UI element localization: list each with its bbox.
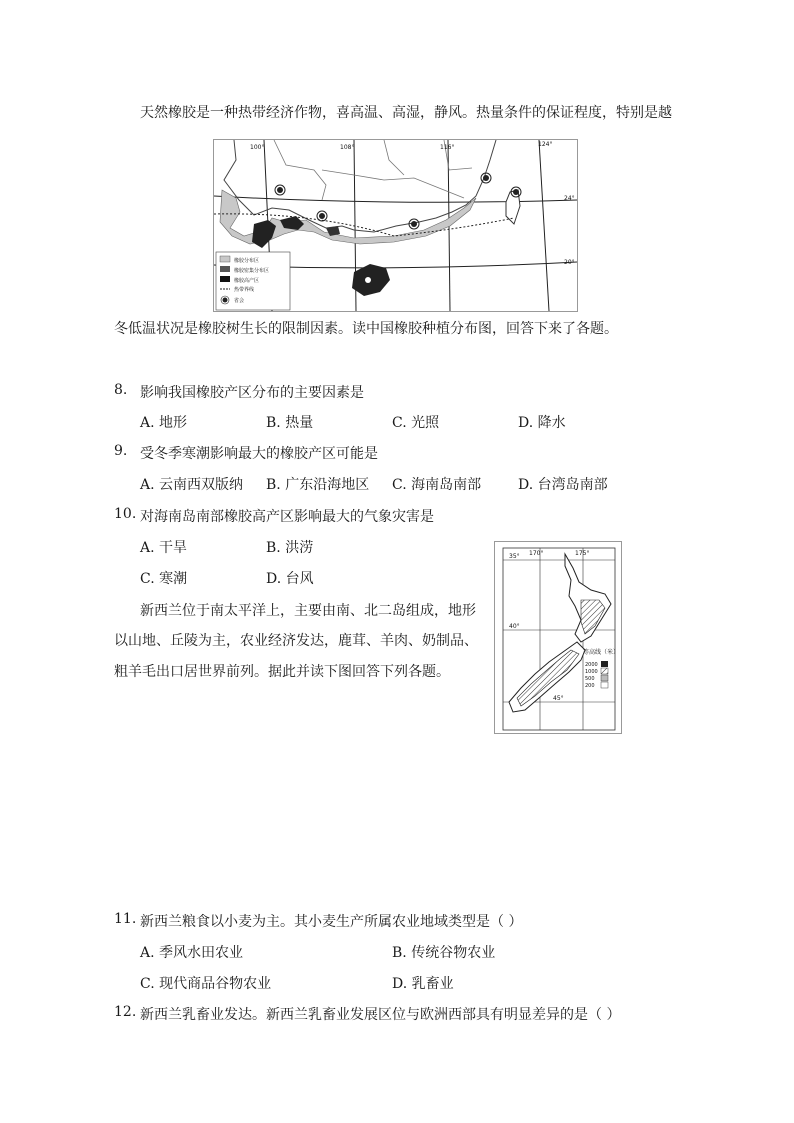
q9-option-c[interactable]: C. 海南岛南部 [392,477,482,493]
q10-stem: 对海南岛南部橡胶高产区影响最大的气象灾害是 [140,509,434,525]
intro-line-2: 冬低温状况是橡胶树生长的限制因素。读中国橡胶种植分布图，回答下来了各题。 [114,321,618,337]
lat-label-20: 20° [564,259,575,266]
q8-option-d[interactable]: D. 降水 [518,415,566,431]
legend-high-yield: 橡胶高产区 [234,278,260,284]
nz-map-legend [583,648,619,689]
nz-intro-line-1: 新西兰位于南太平洋上，主要由南、北二岛组成，地形 [140,603,476,619]
legend-capital: 省会 [234,298,245,304]
nz-lat-45: 45° [553,695,564,702]
nz-lat-40: 40° [509,623,520,630]
nz-lon-175: 175° [575,550,590,557]
q11-stem: 新西兰粮食以小麦为主。其小麦生产所属农业地域类型是（ ） [140,914,523,930]
q12-stem: 新西兰乳畜业发达。新西兰乳畜业发展区位与欧洲西部具有明显差异的是（ ） [140,1007,621,1023]
q11-option-a[interactable]: A. 季风水田农业 [140,945,244,961]
nz-legend-title: 等高线（米） [583,649,620,656]
q8-number: 8. [114,382,128,398]
q9-number: 9. [114,443,128,459]
q10-option-a[interactable]: A. 干旱 [140,540,188,556]
q10-option-b[interactable]: B. 洪涝 [266,540,314,556]
legend-tropic-line: 热带界线 [234,287,255,293]
q10-option-d[interactable]: D. 台风 [266,571,314,587]
nz-legend-500: 500 [585,676,595,682]
q9-stem: 受冬季寒潮影响最大的橡胶产区可能是 [140,446,378,462]
q8-option-a[interactable]: A. 地形 [140,415,188,431]
q9-option-d[interactable]: D. 台湾岛南部 [518,477,608,493]
nz-intro-line-2: 以山地、丘陵为主，农业经济发达，鹿茸、羊肉、奶制品、 [114,633,478,649]
q10-number: 10. [114,506,137,522]
nz-lon-170: 170° [529,550,544,557]
new-zealand-map [494,541,622,734]
nz-legend-2000: 2000 [585,662,598,668]
china-rubber-map-figure [214,140,577,311]
china-rubber-map [213,139,578,312]
new-zealand-map-figure [495,542,621,733]
legend-distribution: 橡胶分布区 [234,258,260,264]
nz-intro-line-3: 粗羊毛出口居世界前列。据此并读下图回答下列各题。 [114,664,450,680]
q12-number: 12. [114,1004,137,1020]
q11-number: 11. [114,911,137,927]
q8-stem: 影响我国橡胶产区分布的主要因素是 [140,385,364,401]
legend-dense: 橡胶密集分布区 [234,268,270,274]
intro-line-1: 天然橡胶是一种热带经济作物，喜高温、高湿，静风。热量条件的保证程度，特别是越 [140,105,672,121]
nz-legend-1000: 1000 [585,669,598,675]
q9-option-a[interactable]: A. 云南西双版纳 [140,477,244,493]
nz-legend-200: 200 [585,683,595,689]
lon-label-100: 100° [250,144,265,151]
q9-option-b[interactable]: B. 广东沿海地区 [266,477,370,493]
q11-option-c[interactable]: C. 现代商品谷物农业 [140,976,272,992]
nz-lat-35: 35° [509,553,520,560]
rubber-map-legend [216,252,290,310]
lon-label-108: 108° [340,144,355,151]
q10-option-c[interactable]: C. 寒潮 [140,571,188,587]
q11-option-d[interactable]: D. 乳畜业 [392,976,454,992]
lon-label-124: 124° [538,141,553,148]
lat-label-24: 24° [564,195,575,202]
q8-option-b[interactable]: B. 热量 [266,415,314,431]
q11-option-b[interactable]: B. 传统谷物农业 [392,945,496,961]
lon-label-116: 116° [440,144,455,151]
q8-option-c[interactable]: C. 光照 [392,415,440,431]
